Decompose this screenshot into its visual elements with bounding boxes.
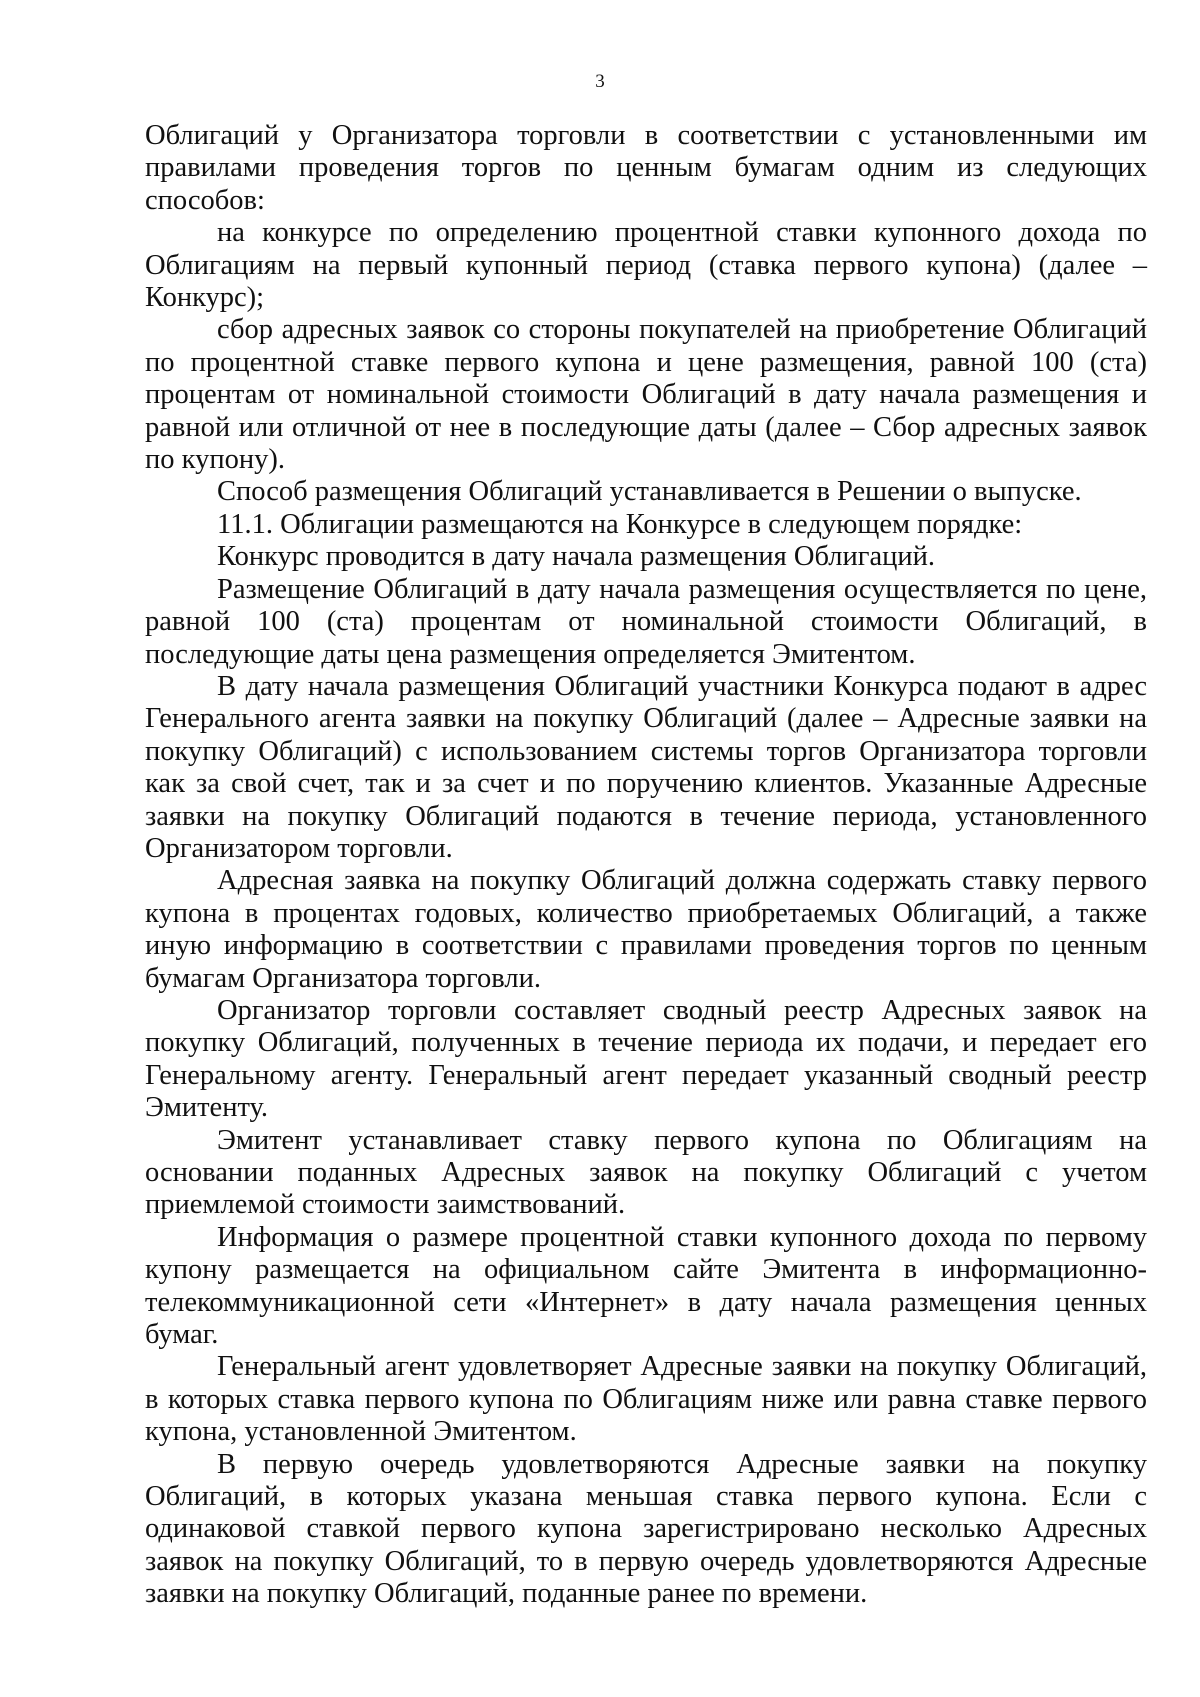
- page-number: 3: [595, 71, 605, 92]
- document-body: [145, 120, 1147, 1611]
- paragraph: 11.1. Облигации размещаются на Конкурсе в следующем порядке:: [217, 508, 1023, 540]
- paragraph: Конкурс проводится в дату начала размещения Облигаций.: [217, 541, 935, 573]
- paragraph: В дату начала размещения Облигаций участники Конкурса подают в адрес Генерального агента заявки на покупку Облигаций (далее – Адресные заявки на покупку Облигаций) с использованием системы торгов Организатора торговли как за свой счет, так и за счет и по поручению клиентов. Указанные Адресные заявки на покупку Облигаций подаются в течение периода, установленного Организатором торговли.: [145, 670, 1147, 864]
- paragraph: Способ размещения Облигаций устанавливается в Решении о выпуске.: [217, 476, 1082, 508]
- paragraph: на конкурсе по определению процентной ставки купонного дохода по Облигациям на первый купонный период (ставка первого купона) (далее – Конкурс);: [145, 217, 1147, 314]
- paragraph: сбор адресных заявок со стороны покупателей на приобретение Облигаций по процентной ставке первого купона и цене размещения, равной 100 (ста) процентам от номинальной стоимости Облигаций в дату начала размещения и равной или отличной от нее в последующие даты (далее – Сбор адресных заявок по купону).: [145, 314, 1147, 476]
- paragraph: Размещение Облигаций в дату начала размещения осуществляется по цене, равной 100 (ста) процентам от номинальной стоимости Облигаций, в последующие даты цена размещения определяется Эмитентом.: [145, 573, 1147, 670]
- paragraph: Облигаций у Организатора торговли в соответствии с установленными им правилами проведения торгов по ценным бумагам одним из следующих способов:: [145, 120, 1147, 216]
- paragraph: Генеральный агент удовлетворяет Адресные заявки на покупку Облигаций, в которых ставка первого купона по Облигациям ниже или равна ставке первого купона, установленной Эмитентом.: [145, 1351, 1147, 1448]
- paragraph: Информация о размере процентной ставки купонного дохода по первому купону размещается на официальном сайте Эмитента в информационно-телекоммуникационной сети «Интернет» в дату начала размещения ценных бумаг.: [145, 1221, 1147, 1351]
- paragraph: Эмитент устанавливает ставку первого купона по Облигациям на основании поданных Адресных заявок на покупку Облигаций с учетом приемлемой стоимости заимствований.: [145, 1124, 1147, 1221]
- paragraph: Адресная заявка на покупку Облигаций должна содержать ставку первого купона в процентах годовых, количество приобретаемых Облигаций, а также иную информацию в соответствии с правилами проведения торгов по ценным бумагам Организатора торговли.: [145, 865, 1147, 994]
- paragraph: Организатор торговли составляет сводный реестр Адресных заявок на покупку Облигаций, полученных в течение периода их подачи, и передает его Генеральному агенту. Генеральный агент передает указанный сводный реестр Эмитенту.: [145, 994, 1147, 1124]
- paragraph: В первую очередь удовлетворяются Адресные заявки на покупку Облигаций, в которых указана меньшая ставка первого купона. Если с одинаковой ставкой первого купона зарегистрировано несколько Адресных заявок на покупку Облигаций, то в первую очередь удовлетворяются Адресные заявки на покупку Облигаций, поданные ранее по времени.: [145, 1448, 1147, 1610]
